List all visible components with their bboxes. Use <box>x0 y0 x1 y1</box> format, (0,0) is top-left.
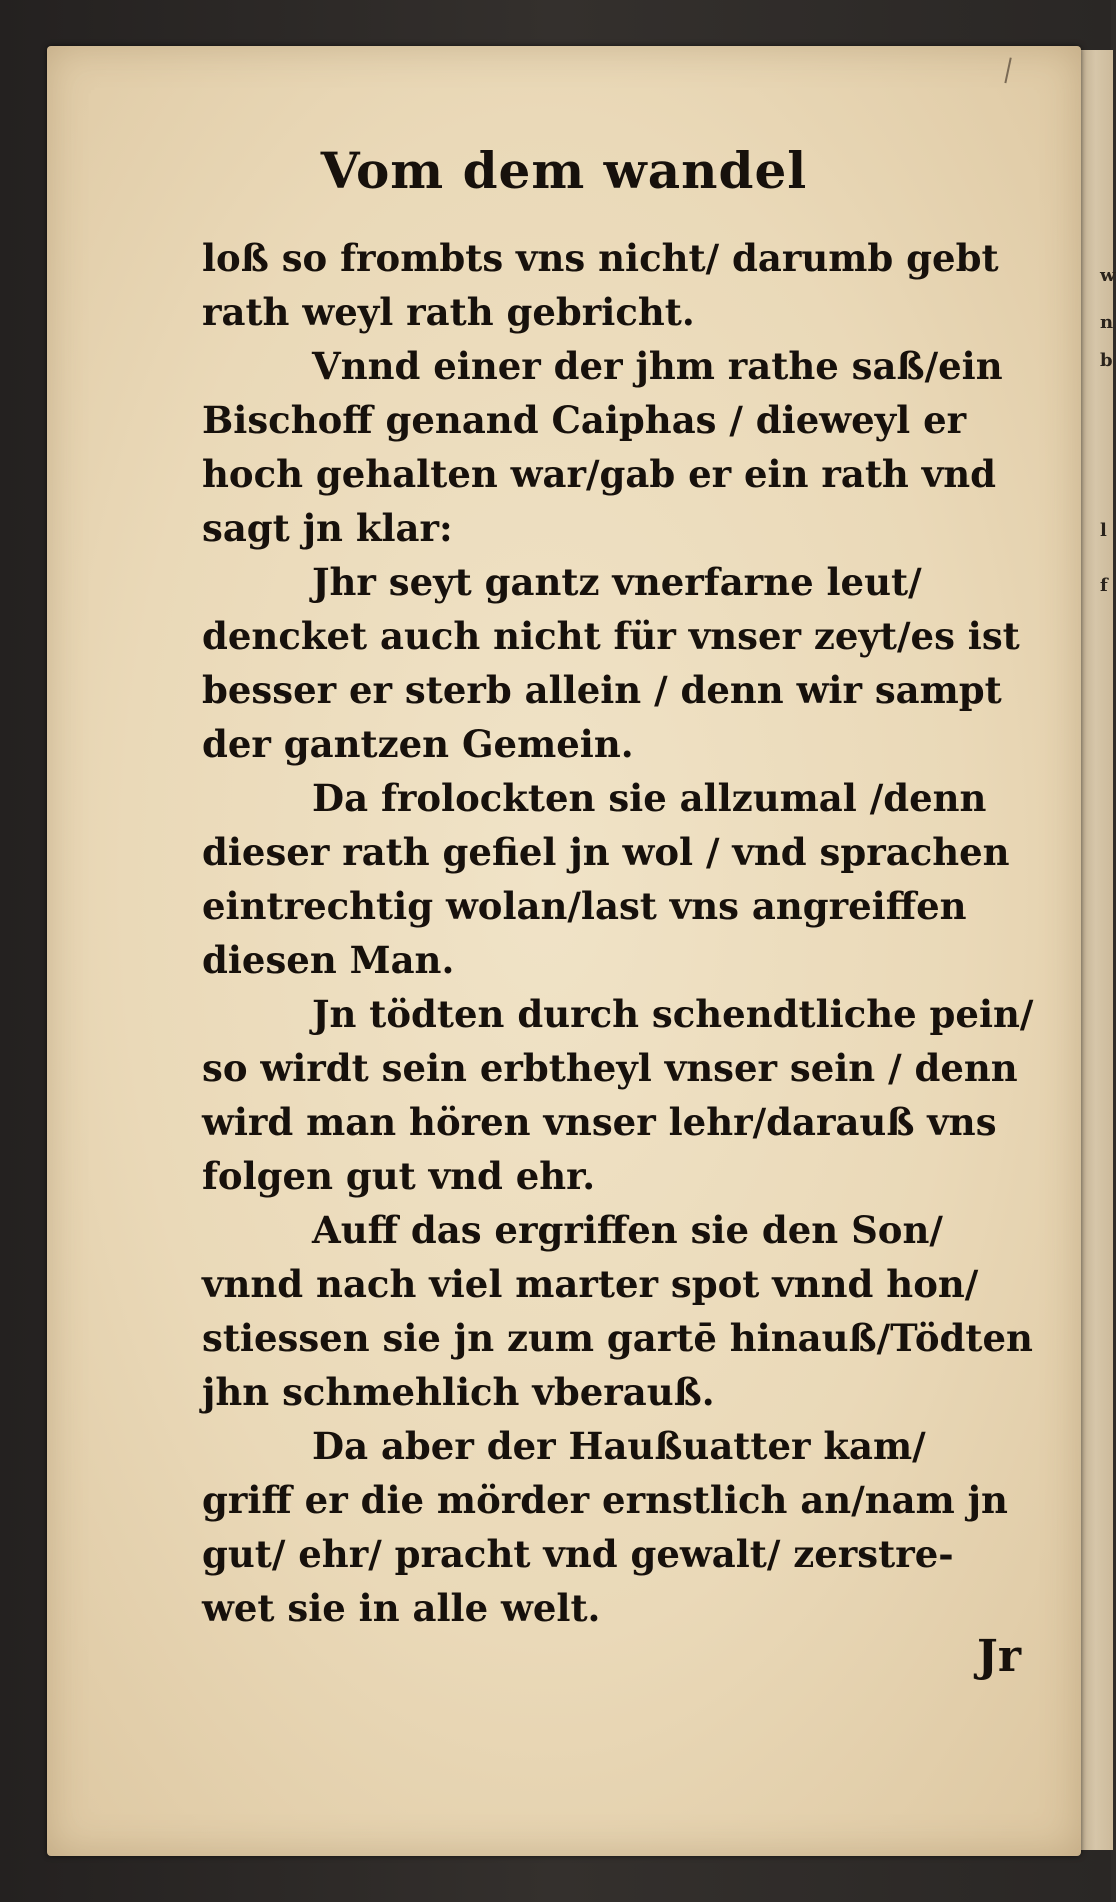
text-line: diesen Man. <box>202 938 455 982</box>
text-line: dieser rath gefiel jn wol / vnd sprachen <box>202 830 1010 874</box>
text-line: Jhr seyt gantz vnerfarne leut/ <box>312 560 922 604</box>
page-mark <box>1004 57 1017 84</box>
text-line: stiessen sie jn zum gartē hinauß/Tödten <box>202 1316 1033 1360</box>
paragraph <box>202 987 1062 1203</box>
text-line: Vnnd einer der jhm rathe saß/ein <box>312 344 1003 388</box>
paragraph <box>202 339 1062 555</box>
text-line: wird man hören vnser lehr/darauß vns <box>202 1100 997 1144</box>
text-line: eintrechtig wolan/last vns angreiffen <box>202 884 967 928</box>
running-head: Vom dem wandel <box>320 141 808 200</box>
text-line: der gantzen Gemein. <box>202 722 634 766</box>
text-line: Da aber der Haußuatter kam/ <box>312 1424 926 1468</box>
paragraph <box>202 771 1062 987</box>
text-line: folgen gut vnd ehr. <box>202 1154 596 1198</box>
text-line: Bischoff genand Caiphas / dieweyl er <box>202 398 967 442</box>
facing-page-fragment: w <box>1100 265 1116 286</box>
text-line: Jn tödten durch schendtliche pein/ <box>312 992 1034 1036</box>
text-line: so wirdt sein erbtheyl vnser sein / denn <box>202 1046 1018 1090</box>
book-page <box>47 46 1081 1856</box>
text-line: loß so frombts vns nicht/ darumb gebt <box>202 236 999 280</box>
catchword: Jr <box>977 1631 1021 1682</box>
text-line: rath weyl rath gebricht. <box>202 290 695 334</box>
facing-page-fragment: f <box>1100 575 1108 596</box>
text-line: wet sie in alle welt. <box>202 1586 601 1630</box>
text-line: sagt jn klar: <box>202 506 453 550</box>
text-line: vnnd nach viel marter spot vnnd hon/ <box>202 1262 979 1306</box>
text-line: griff er die mörder ernstlich an/nam jn <box>202 1478 1008 1522</box>
paragraph <box>202 555 1062 771</box>
facing-page-fragment: n <box>1100 312 1114 333</box>
facing-page-fragment: l <box>1100 520 1107 541</box>
text-line: dencket auch nicht für vnser zeyt/es ist <box>202 614 1020 658</box>
text-line: jhn schmehlich vberauß. <box>202 1370 715 1414</box>
body-text <box>202 231 1062 1635</box>
text-line: hoch gehalten war/gab er ein rath vnd <box>202 452 996 496</box>
text-line: besser er sterb allein / denn wir sampt <box>202 668 1002 712</box>
paragraph <box>202 231 1062 339</box>
text-line: gut/ ehr/ pracht vnd gewalt/ zerstre- <box>202 1532 954 1576</box>
facing-page-fragment: b <box>1100 350 1113 371</box>
text-line: Da frolockten sie allzumal /denn <box>312 776 987 820</box>
text-line: Auff das ergriffen sie den Son/ <box>312 1208 943 1252</box>
paragraph <box>202 1419 1062 1635</box>
paragraph <box>202 1203 1062 1419</box>
